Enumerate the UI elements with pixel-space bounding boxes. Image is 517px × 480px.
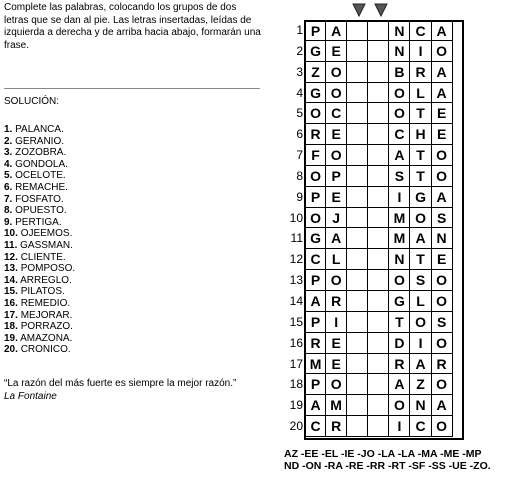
blank-cell[interactable] [347, 187, 368, 208]
solution-number: 12. [4, 251, 18, 263]
row-cells [305, 187, 453, 208]
row-cells [305, 145, 453, 166]
letter-cell: M [389, 228, 410, 249]
letter-cell: O [432, 416, 453, 437]
blank-cell[interactable] [347, 249, 368, 270]
letter-cell: O [305, 103, 326, 124]
solution-item [4, 252, 75, 264]
solution-number: 9. [4, 216, 13, 228]
letter-cell: J [326, 208, 347, 229]
solution-item [4, 170, 75, 182]
solution-item [4, 159, 75, 171]
blank-cell[interactable] [368, 249, 389, 270]
solution-item [4, 228, 75, 240]
row-cells [305, 291, 453, 312]
row-number: 14 [289, 293, 303, 308]
letter-cell: O [389, 270, 410, 291]
solution-word: OCELOTE. [15, 170, 66, 182]
letter-cell: A [432, 20, 453, 41]
solution-item [4, 240, 75, 252]
letter-cell: F [305, 145, 326, 166]
row-cells [305, 333, 453, 354]
solution-item [4, 147, 75, 159]
blank-cell[interactable] [347, 374, 368, 395]
row-cells [305, 374, 453, 395]
row-number: 10 [289, 210, 303, 225]
row-cells [305, 312, 453, 333]
solution-word: REMEDIO. [20, 297, 71, 309]
blank-cell[interactable] [347, 208, 368, 229]
letter-cell: A [410, 354, 431, 375]
blank-cell[interactable] [347, 103, 368, 124]
letter-cell: O [432, 374, 453, 395]
letter-cell: O [326, 62, 347, 83]
letter-cell: E [432, 124, 453, 145]
blank-cell[interactable] [347, 124, 368, 145]
letter-cell: A [432, 62, 453, 83]
solution-item [4, 333, 75, 345]
blank-cell[interactable] [368, 312, 389, 333]
row-number: 8 [296, 168, 303, 183]
blank-cell[interactable] [347, 20, 368, 41]
letter-cell: O [326, 374, 347, 395]
letter-cell: O [326, 83, 347, 104]
row-number: 3 [296, 64, 303, 79]
letter-cell: C [410, 20, 431, 41]
letter-cell: N [432, 228, 453, 249]
letter-cell: C [410, 416, 431, 437]
letter-cell: T [410, 166, 431, 187]
solution-word: OJEEMOS. [20, 228, 73, 240]
letter-cell: I [389, 187, 410, 208]
solution-item [4, 263, 75, 275]
letter-cell: O [432, 270, 453, 291]
blank-cell[interactable] [347, 416, 368, 437]
letter-cell: O [305, 208, 326, 229]
blank-cell[interactable] [347, 166, 368, 187]
solution-number: 14. [4, 274, 18, 286]
letter-cell: M [326, 395, 347, 416]
row-number: 13 [289, 273, 303, 288]
letter-cell: E [432, 103, 453, 124]
solution-number: 4. [4, 158, 13, 170]
quote-author: La Fontaine [4, 390, 57, 402]
row-number: 16 [289, 335, 303, 350]
letter-cell: L [326, 249, 347, 270]
solution-item [4, 344, 75, 356]
blank-cell[interactable] [368, 145, 389, 166]
letter-cell: G [305, 83, 326, 104]
solution-word: PERTIGA. [15, 216, 62, 228]
row-cells [305, 228, 453, 249]
letter-cell: C [326, 103, 347, 124]
letter-cell: G [305, 228, 326, 249]
solution-item [4, 321, 75, 333]
row-cells [305, 62, 453, 83]
letter-cell: R [389, 354, 410, 375]
letter-cell: S [432, 312, 453, 333]
solution-number: 3. [4, 147, 13, 159]
letter-cell: P [326, 166, 347, 187]
row-cells [305, 354, 453, 375]
blank-cell[interactable] [368, 354, 389, 375]
letter-cell: G [305, 41, 326, 62]
blank-cell[interactable] [368, 228, 389, 249]
solution-word: CLIENTE. [20, 251, 66, 263]
letter-cell: N [389, 20, 410, 41]
row-cells [305, 416, 453, 437]
letter-cell: E [326, 354, 347, 375]
solution-word: CRONICO. [20, 344, 71, 356]
solution-word: PALANCA. [15, 124, 64, 135]
quote [4, 378, 244, 403]
solution-word: GERANIO. [15, 135, 65, 147]
row-number: 7 [296, 148, 303, 163]
blank-cell[interactable] [347, 354, 368, 375]
letter-cell: S [432, 208, 453, 229]
solution-word: OPUESTO. [15, 205, 67, 217]
row-number: 19 [289, 398, 303, 413]
solution-item [4, 136, 75, 148]
blank-cell[interactable] [368, 187, 389, 208]
letter-cell: T [389, 312, 410, 333]
letter-cell: L [410, 291, 431, 312]
blank-cell[interactable] [368, 374, 389, 395]
letter-cell: A [389, 145, 410, 166]
letter-cell: T [410, 145, 431, 166]
letter-cell: A [305, 291, 326, 312]
letter-cell: O [432, 41, 453, 62]
down-triangle-icon [351, 2, 367, 18]
letter-groups-line-2: ND -ON -RA -RE -RR -RT -SF -SS -UE -ZO. [284, 460, 491, 472]
solution-word: AMAZONA. [20, 332, 73, 344]
quote-text: “La razón del más fuerte es siempre la mejor razón.” [4, 378, 237, 389]
letter-cell: O [432, 166, 453, 187]
letter-cell: B [389, 62, 410, 83]
letter-cell: P [305, 312, 326, 333]
solution-number: 6. [4, 181, 13, 193]
letter-cell: I [389, 416, 410, 437]
row-cells [305, 395, 453, 416]
letter-cell: C [305, 249, 326, 270]
solution-number: 5. [4, 170, 13, 182]
blank-cell[interactable] [368, 83, 389, 104]
blank-cell[interactable] [347, 291, 368, 312]
solution-item [4, 275, 75, 287]
letter-cell: O [432, 145, 453, 166]
blank-cell[interactable] [368, 291, 389, 312]
letter-cell: P [305, 270, 326, 291]
solution-number: 1. [4, 124, 13, 135]
blank-cell[interactable] [368, 103, 389, 124]
letter-cell: G [410, 187, 431, 208]
row-cells [305, 249, 453, 270]
row-number: 15 [289, 314, 303, 329]
solution-label: SOLUCIÓN: [4, 96, 60, 107]
solution-item [4, 217, 75, 229]
solution-item [4, 286, 75, 298]
solution-word: ARREGLO. [20, 274, 72, 286]
letter-cell: T [410, 249, 431, 270]
blank-cell[interactable] [347, 270, 368, 291]
solution-number: 7. [4, 193, 13, 205]
solution-number: 15. [4, 286, 18, 298]
letter-cell: P [305, 374, 326, 395]
letter-cell: R [326, 416, 347, 437]
blank-cell[interactable] [368, 166, 389, 187]
solution-number: 13. [4, 263, 18, 275]
letter-cell: O [389, 83, 410, 104]
row-cells [305, 124, 453, 145]
blank-cell[interactable] [368, 41, 389, 62]
solution-word: GASSMAN. [20, 239, 73, 251]
solution-number: 16. [4, 297, 18, 309]
solution-number: 8. [4, 205, 13, 217]
letter-cell: O [389, 103, 410, 124]
blank-cell[interactable] [347, 395, 368, 416]
blank-cell[interactable] [347, 83, 368, 104]
letter-cell: N [410, 395, 431, 416]
letter-cell: S [389, 166, 410, 187]
row-number: 11 [290, 231, 303, 246]
letter-cell: O [389, 395, 410, 416]
solution-word: REMACHE. [15, 181, 68, 193]
blank-cell[interactable] [368, 208, 389, 229]
solution-item [4, 205, 75, 217]
letter-cell: O [326, 145, 347, 166]
letter-cell: O [432, 291, 453, 312]
blank-cell[interactable] [347, 62, 368, 83]
letter-cell: N [389, 41, 410, 62]
solution-number: 18. [4, 321, 18, 333]
blank-cell[interactable] [347, 145, 368, 166]
letter-cell: L [410, 83, 431, 104]
blank-cell[interactable] [368, 395, 389, 416]
blank-cell[interactable] [347, 228, 368, 249]
solution-number: 20. [4, 344, 18, 356]
row-number: 5 [296, 106, 303, 121]
row-number: 4 [296, 85, 303, 100]
solution-item [4, 194, 75, 206]
letter-cell: Z [305, 62, 326, 83]
letter-cell: M [389, 208, 410, 229]
letter-cell: A [326, 20, 347, 41]
letter-cell: A [326, 228, 347, 249]
solution-item [4, 310, 75, 322]
blank-cell[interactable] [347, 333, 368, 354]
letter-cell: E [326, 124, 347, 145]
row-cells [305, 103, 453, 124]
letter-cell: A [432, 187, 453, 208]
letter-cell: T [410, 103, 431, 124]
solution-number: 10. [4, 228, 18, 240]
letter-cell: P [305, 20, 326, 41]
letter-groups-line-1: AZ -EE -EL -IE -JO -LA -LA -MA -ME -MP [284, 448, 482, 460]
blank-cell[interactable] [368, 124, 389, 145]
solution-word: GONDOLA. [15, 158, 68, 170]
row-number: 12 [289, 252, 303, 267]
letter-cell: S [410, 270, 431, 291]
solution-number: 19. [4, 332, 18, 344]
solution-list [4, 124, 75, 356]
row-number: 17 [289, 356, 303, 371]
blank-cell[interactable] [368, 62, 389, 83]
row-number: 6 [296, 127, 303, 142]
row-number: 1 [296, 23, 303, 37]
divider [4, 88, 260, 89]
letter-cell: I [410, 333, 431, 354]
letter-cell: G [389, 291, 410, 312]
letter-cell: E [326, 333, 347, 354]
letter-cell: R [326, 291, 347, 312]
letter-cell: R [410, 62, 431, 83]
solution-word: POMPOSO. [20, 263, 76, 275]
letter-cell: A [305, 395, 326, 416]
solution-number: 11. [4, 239, 18, 251]
blank-cell[interactable] [368, 333, 389, 354]
row-cells [305, 83, 453, 104]
letter-cell: R [432, 354, 453, 375]
letter-cell: A [410, 228, 431, 249]
solution-item [4, 298, 75, 310]
instructions-text: Complete las palabras, colocando los grupos de dos letras que se dan al pie. Las letras insertadas, leídas de izquierda a derecha y de arriba hacia abajo, formarán una frase. [4, 2, 261, 51]
row-cells [305, 166, 453, 187]
solution-number: 17. [4, 309, 18, 321]
blank-cell[interactable] [347, 41, 368, 62]
solution-item [4, 182, 75, 194]
solution-number: 2. [4, 135, 13, 147]
letter-cell: E [432, 249, 453, 270]
letter-groups [284, 448, 491, 472]
letter-cell: N [389, 249, 410, 270]
blank-cell[interactable] [347, 312, 368, 333]
row-cells [305, 20, 453, 41]
row-number: 20 [289, 419, 303, 434]
blank-cell[interactable] [368, 270, 389, 291]
letter-cell: O [432, 333, 453, 354]
letter-cell: A [432, 395, 453, 416]
letter-cell: A [389, 374, 410, 395]
blank-cell[interactable] [368, 416, 389, 437]
solution-word: PORRAZO. [20, 321, 73, 333]
row-number: 2 [296, 43, 303, 58]
row-cells [305, 208, 453, 229]
letter-cell: R [305, 333, 326, 354]
letter-cell: Z [410, 374, 431, 395]
letter-cell: O [410, 208, 431, 229]
letter-cell: I [410, 41, 431, 62]
solution-word: PILATOS. [20, 286, 65, 298]
letter-cell: E [326, 41, 347, 62]
solution-word: ZOZOBRA. [15, 147, 67, 159]
letter-cell: O [305, 166, 326, 187]
letter-cell: C [305, 416, 326, 437]
letter-cell: A [432, 83, 453, 104]
letter-cell: O [326, 270, 347, 291]
letter-cell: P [305, 187, 326, 208]
letter-cell: I [326, 312, 347, 333]
blank-cell[interactable] [368, 20, 389, 41]
letter-cell: O [410, 312, 431, 333]
solution-word: MEJORAR. [20, 309, 73, 321]
column-markers [0, 2, 517, 18]
down-triangle-icon [373, 2, 389, 18]
letter-cell: R [305, 124, 326, 145]
row-number: 18 [289, 377, 303, 392]
row-cells [305, 41, 453, 62]
solution-item [4, 124, 75, 136]
row-number: 9 [296, 189, 303, 204]
letter-cell: H [410, 124, 431, 145]
letter-cell: E [326, 187, 347, 208]
letter-cell: M [305, 354, 326, 375]
letter-cell: D [389, 333, 410, 354]
letter-cell: C [389, 124, 410, 145]
solution-word: FOSFATO. [15, 193, 64, 205]
row-cells [305, 270, 453, 291]
